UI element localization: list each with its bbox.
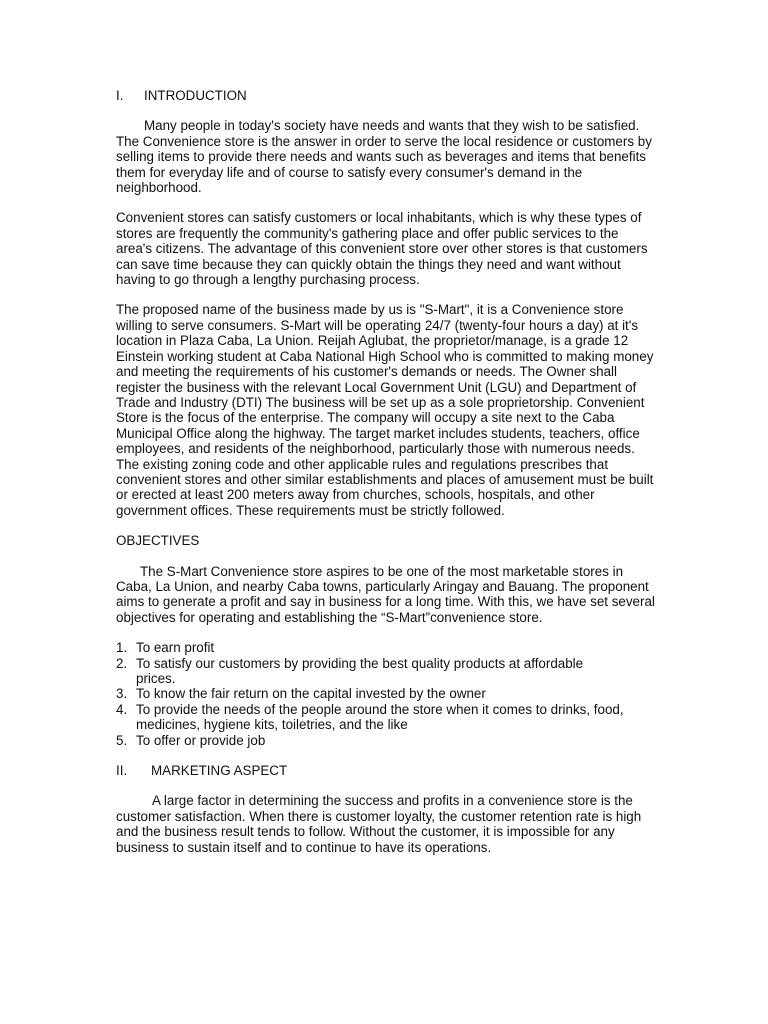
objectives-list (116, 640, 656, 748)
objectives-intro: The S-Mart Convenience store aspires to be one of the most marketable stores in Caba, La Union, and nearby Caba towns, particularly Aringay and Bauang. The proponent aims to generate a profit and say in business for a long time. With this, we have set several objectives for operating and establishing the “S-Mart”convenience store. (116, 563, 655, 625)
objectives-heading: OBJECTIVES (116, 533, 200, 549)
section-title: INTRODUCTION (144, 88, 247, 103)
list-item: 4. To provide the needs of the people around the store when it comes to drinks, food, medicines, hygiene kits, toiletries, and the like (116, 701, 624, 733)
section-number: I. (116, 88, 124, 103)
section-title: MARKETING ASPECT (151, 763, 288, 779)
intro-paragraph-3: The proposed name of the business made by us is "S-Mart", it is a Convenience store willing to serve consumers. S-Mart will be operating 24/7 (twenty-four hours a day) at it's location in Plaza Caba, La Union. Reijah Aglubat, the proprietor/manage, is a grade 12 Einstein working student at Caba National High School who is committed to making money and meeting the requirements of his customer's demands or needs. The Owner shall register the business with the relevant Local Government Unit (LGU) and Department of Trade and Industry (DTI) The business will be set up as a sole proprietorship. Convenient Store is the focus of the enterprise. The company will occupy a site next to the Caba Municipal Office along the highway. The target market includes students, teachers, office employees, and residents of the neighborhood, particularly those with numerous needs. The existing zoning code and other applicable rules and regulations prescribes that convenient stores and other similar establishments and places of amusement must be built or erected at least 200 meters away from churches, schools, hospitals, and other government offices. These requirements must be strictly followed. (116, 302, 654, 518)
marketing-paragraph: A large factor in determining the success and profits in a convenience store is the customer satisfaction. When there is customer loyalty, the customer retention rate is high and the business result tends to follow. Without the customer, it is impossible for any business to sustain itself and to continue to have its operations. (116, 793, 642, 855)
section-heading-introduction (116, 88, 656, 103)
section-heading-marketing (116, 763, 656, 778)
intro-paragraph-2: Convenient stores can satisfy customers or local inhabitants, which is why these types of stores are frequently the community's gathering place and offer public services to the area's citizens. The advantage of this convenient store over other stores is that customers can save time because they can quickly obtain the things they need and want without having to go through a lengthy purchasing process. (116, 210, 648, 288)
document-page (116, 88, 656, 855)
section-number: II. (116, 763, 128, 779)
intro-paragraph-1: Many people in today's society have needs and wants that they wish to be satisfied. The Convenience store is the answer in order to serve the local residence or customers by selling items to provide there needs and wants such as beverages and items that benefits them for everyday life and of course to satisfy every consumer's demand in the neighborhood. (116, 118, 652, 196)
list-item: 3. To know the fair return on the capital invested by the owner (116, 686, 486, 702)
list-item: 5. To offer or provide job (116, 732, 266, 748)
list-item: 2. To satisfy our customers by providing the best quality products at affordable prices. (116, 655, 584, 686)
list-item: 1. To earn profit (116, 640, 215, 656)
